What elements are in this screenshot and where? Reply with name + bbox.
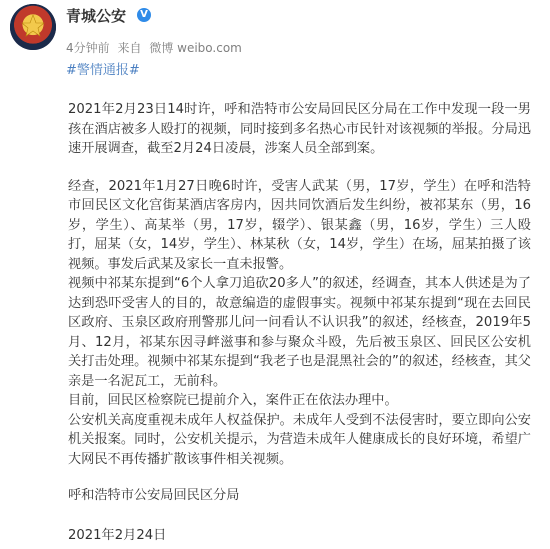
verified-icon: V [137, 8, 151, 22]
signature-org: 呼和浩特市公安局回民区分局 [68, 488, 240, 503]
topic-link[interactable]: #警情通报# [66, 63, 140, 78]
avatar[interactable] [10, 4, 56, 50]
paragraph-3: 视频中祁某东提到“6个人拿刀追砍20多人”的叙述，经调查，其本人供述是为了达到恐吓受害人的目的，故意编造的虚假事实。视频中祁某东提到“现在去回民区政府、玉泉区政府刑警那儿问一问看认不认识我”的叙述，经核查，2019年5月、12月，祁某东因寻衅滋事和参与聚众斗殴，先后被玉泉区、回民区公安机关打击处理。视频中祁某东提到“我老子也是混黑社会的”的叙述，经核查，其父亲是一名泥瓦工，无前科。 [68, 276, 531, 389]
post-meta [66, 40, 246, 56]
author-name[interactable]: 青城公安 [66, 7, 127, 25]
source-prefix: 来自 [117, 41, 142, 55]
signature-date: 2021年2月24日 [68, 528, 167, 543]
police-badge-icon [10, 4, 56, 50]
post-source[interactable]: 微博 weibo.com [149, 41, 242, 55]
post-body [68, 100, 531, 469]
paragraph-4: 目前，回民区检察院已提前介入，案件正在依法办理中。 [68, 393, 398, 408]
paragraph-1: 2021年2月23日14时许，呼和浩特市公安局回民区分局在工作中发现一段一男孩在酒店被多人殴打的视频，同时接到多名热心市民针对该视频的举报。分局迅速开展调查，截至2月24日凌晨，涉案人员全部到案。 [68, 102, 531, 156]
post-time[interactable]: 4分钟前 [66, 41, 110, 55]
post-header [0, 0, 550, 92]
paragraph-2: 经查，2021年1月27日晚6时许，受害人武某（男，17岁，学生）在呼和浩特市回民区文化宫街某酒店客房内，因共同饮酒后发生纠纷，被祁某东（男，16岁，学生）、高某举（男，17岁，辍学）、银某鑫（男，16岁，学生）三人殴打，屈某（女，14岁，学生）、林某秋（女，14岁，学生）在场，屈某拍摄了该视频。事发后武某及家长一直未报警。 [68, 178, 531, 272]
paragraph-5: 公安机关高度重视未成年人权益保护。未成年人受到不法侵害时，要立即向公安机关报案。同时，公安机关提示，为营造未成年人健康成长的良好环境，希望广大网民不再传播扩散该事件相关视频。 [68, 412, 531, 467]
